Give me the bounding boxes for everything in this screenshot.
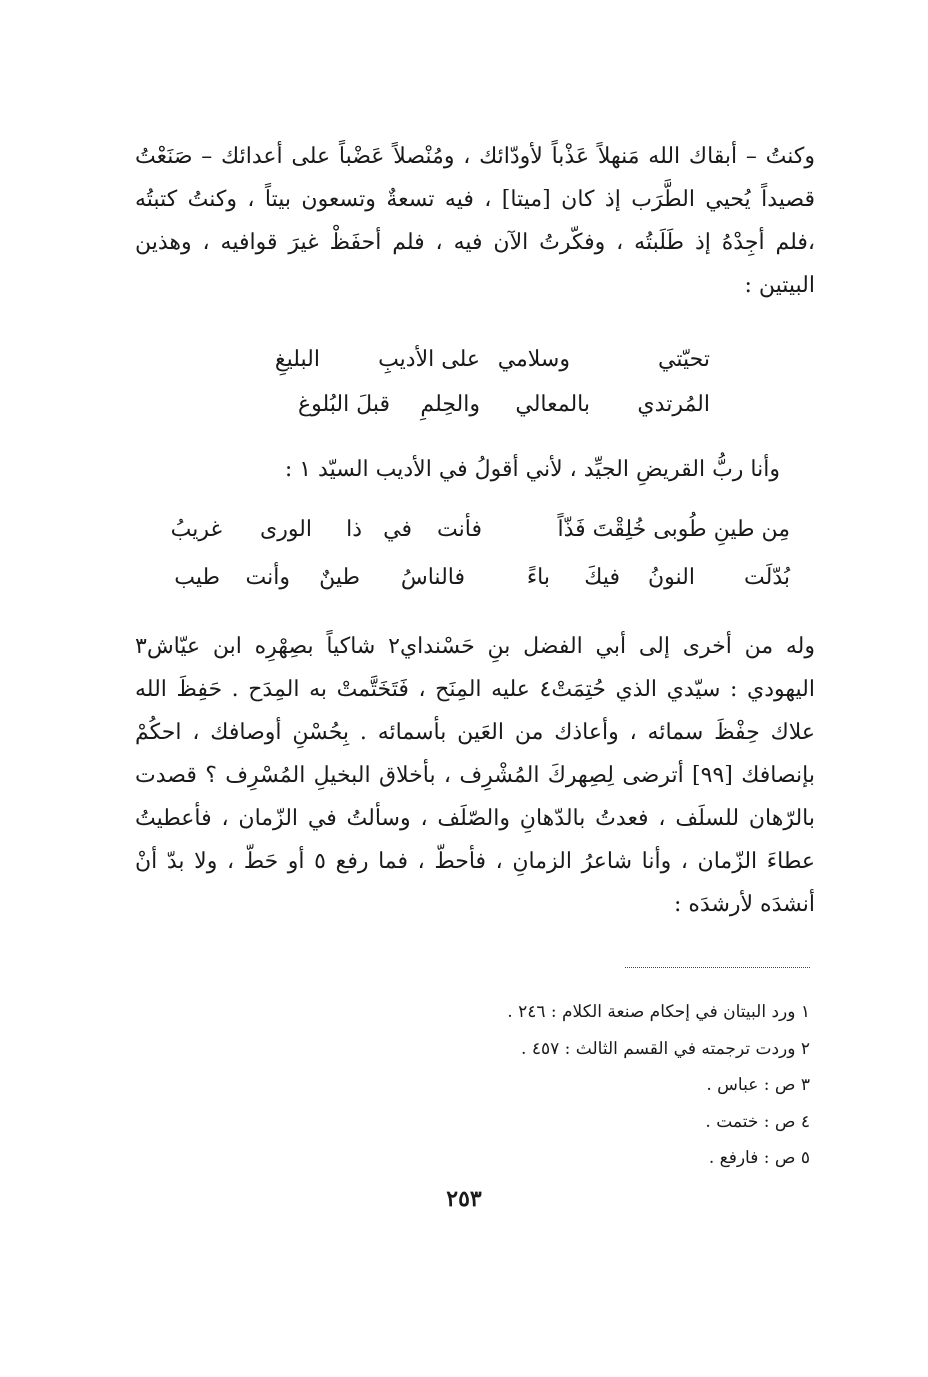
verse-2-word: وأنت bbox=[245, 565, 290, 590]
verse-2-line-2 bbox=[160, 563, 790, 595]
footnote-divider bbox=[625, 967, 810, 968]
footnote: ٣ ص : عباس . bbox=[706, 1075, 810, 1095]
verse-1-line-1 bbox=[200, 345, 720, 375]
verse-1-word: البليغِ bbox=[274, 347, 320, 372]
verse-2-word: مِن طينِ طُوبى خُلِقْتَ فَذّاً bbox=[557, 517, 790, 542]
verse-1-word: بالمعالي bbox=[515, 392, 590, 417]
verse-1-word: والحِلمِ bbox=[420, 392, 480, 417]
verse-2-word: فالناسُ bbox=[400, 565, 465, 590]
verse-1-word: على الأديبِ bbox=[378, 347, 480, 372]
verse-1-word: قبلَ البُلوغ bbox=[297, 392, 390, 417]
verse-2-word: طينٌ bbox=[319, 565, 360, 590]
verse-2-word: طيب bbox=[174, 565, 220, 590]
verse-1-word: وسلامي bbox=[497, 347, 570, 372]
verse-2-word: ذا bbox=[346, 517, 362, 542]
footnote: ٤ ص : ختمت . bbox=[705, 1112, 810, 1132]
verse-2-word: فأنت bbox=[437, 517, 482, 542]
verse-2-word: الورى bbox=[259, 517, 312, 542]
verse-2-line-1 bbox=[160, 515, 790, 547]
page-number: ٢٥٣ bbox=[446, 1186, 482, 1212]
verse-2-word: في bbox=[383, 517, 412, 542]
verse-2-intro: وأنا ربُّ القريضِ الجيِّد ، لأني أقولُ في الأديب السيّد ١ : bbox=[284, 457, 780, 482]
verse-2-word: باءً bbox=[526, 565, 550, 590]
paragraph-1: وكنتُ – أبقاك الله مَنهلاً عَذْباً لأودّائك ، ومُنْصلاً عَضْباً على أعدائك – صَنَعْتُ قصيداً يُحيي الطَّرَب إذ كان [ميتا] ، فيه تسعةٌ وتسعون بيتاً ، وكنتُ كتبتُه ،فلم أجِدْهُ إذ طَلَبتُه ، وفكّرتُ الآن فيه ، فلم أحفَظْ غيرَ قوافيه ، وهذين البيتين : bbox=[135, 144, 815, 298]
paragraph-2: وله من أخرى إلى أبي الفضل بنِ حَسْنداي٢ شاكياً بصِهْرِه ابن عيّاش٣ اليهودي : سيّدي الذي حُتِمَتْ٤ عليه المِنَح ، فَتَخَتَّمتْ به المِدَح . حَفِظَ الله علاك حِفْظَ سمائه ، وأعاذك من العَين بأسمائه . بِحُسْنِ أوصافك ، احكُمْ بإنصافك [٩٩] أترضى لِصِهركَ المُشْرِف ، بأخلاق البخيلِ المُسْرِف ؟ قصدت بالرّهان للسلَف ، فعدتُ بالدّهانِ والصّلَف ، وسألتُ في الزّمان ، فأعطيتُ عطاءَ الزّمان ، وأنا شاعرُ الزمانِ ، فأحطّ ، فما رفع ٥ أو حَطّ ، ولا بدّ أنْ أنشدَه لأرشدَه : bbox=[135, 634, 815, 917]
footnote: ١ ورد البيتان في إحكام صنعة الكلام : ٢٤٦ . bbox=[507, 1002, 810, 1022]
verse-2-word: بُدّلَت bbox=[744, 565, 790, 590]
verse-1-line-2 bbox=[200, 390, 720, 420]
verse-1-word: تحيّتي bbox=[658, 347, 710, 372]
verse-1-word: المُرتدي bbox=[637, 392, 710, 417]
footnote: ٥ ص : فارفع . bbox=[708, 1148, 810, 1168]
verse-2-word: غريبُ bbox=[170, 517, 222, 542]
verse-2-word: النونُ bbox=[648, 565, 695, 590]
footnote: ٢ وردت ترجمته في القسم الثالث : ٤٥٧ . bbox=[521, 1039, 810, 1059]
verse-2-word: فيكَ bbox=[584, 565, 620, 590]
